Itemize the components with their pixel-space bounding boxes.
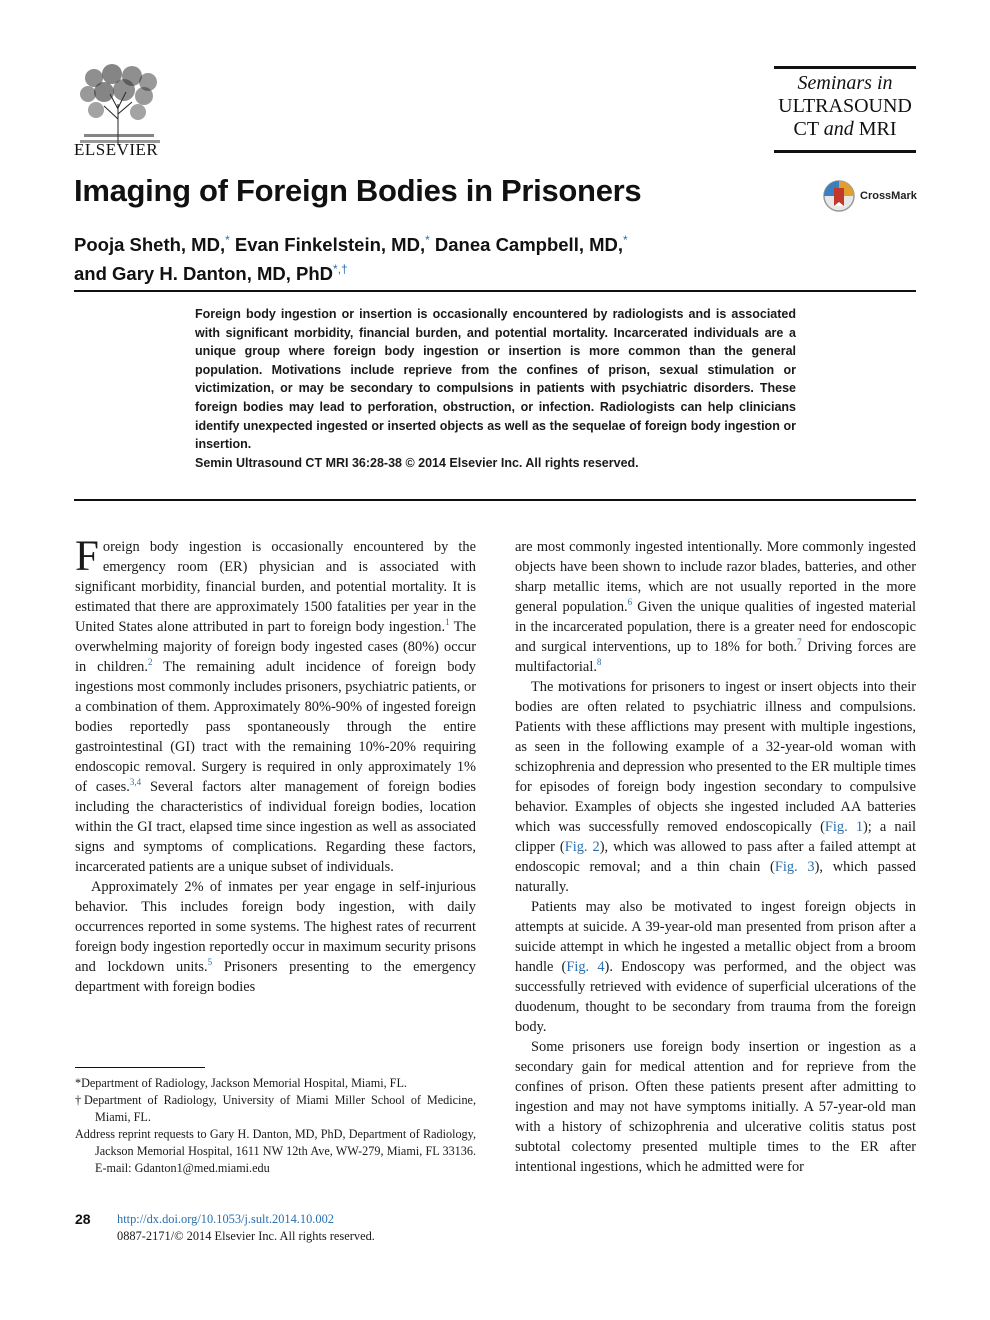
author-danton: and Gary H. Danton, MD, PhD — [74, 263, 334, 285]
crossmark-icon — [822, 179, 856, 213]
reference-link[interactable]: 1 — [445, 617, 450, 628]
affiliation-marker: *,† — [333, 262, 348, 277]
crossmark-badge[interactable] — [822, 178, 922, 214]
paragraph-text: ). Endoscopy was performed, and the object was successfully retrieved with evidence of superficial ulcerations of the duodenum, thought to be secondary from trauma from the foreign body. — [515, 959, 916, 1035]
figure-link[interactable]: Fig. 4 — [566, 959, 605, 975]
author-finkelstein: Evan Finkelstein, MD, — [229, 234, 426, 256]
paragraph-text: The motivations for prisoners to ingest or insert objects into their bodies are often related to psychiatric illness and compulsions. Patients with these afflictions may present with multiple ingestions, as seen in the following example of a 32-year-old woman with schizophrenia and depression who presented to the ER multiple times for episodes of foreign body ingestion secondary to compulsive behavior. Examples of objects she ingested included AA batteries which was successfully removed endoscopically ( — [515, 679, 916, 835]
paragraph-text: ), which was allowed to pass after a failed attempt at endoscopic removal; and a thin chain ( — [515, 839, 916, 875]
paragraph-text: Some prisoners use foreign body insertion or ingestion as a secondary gain for medical attention and for reprieve from the confines of prison. Often these patients present after admitting to ingestion and may not have symptoms initially. A 57-year-old man with a history of schizophrenia and ulcerative colitis status post subtotal colectomy presented multiple times to the ER after intentional ingestions, which he admitted were for — [515, 1039, 916, 1175]
author-campbell: Danea Campbell, MD, — [429, 234, 624, 256]
paragraph-text: are most commonly ingested intentionally. More commonly ingested objects have been shown to include razor blades, batteries, and other sharp metallic items, which are not usually reported in the more general population. — [515, 539, 916, 615]
reference-link[interactable]: 6 — [627, 597, 633, 608]
journal-and: and — [823, 118, 854, 140]
journal-line-1: Seminars in — [797, 72, 893, 94]
journal-rule-top — [774, 66, 916, 69]
journal-rule-bottom — [774, 150, 916, 153]
author-sheth: Pooja Sheth, MD, — [74, 234, 226, 256]
figure-link[interactable]: Fig. 2 — [564, 839, 600, 855]
footnote-affiliation-2: †Department of Radiology, University of Miami Miller School of Medicine, Miami, FL. — [75, 1093, 476, 1124]
paragraph-text: Patients may also be motivated to ingest foreign objects in attempts at suicide. A 39-year-old man presented from prison after a suicide attempt in which he ingested a metallic object from a broom handle ( — [515, 899, 916, 975]
paragraph-text: oreign body ingestion is occasionally encountered by the emergency room (ER) physician and is associated with significant morbidity, financial burden, and potential mortality. It is estimated that there are approximately 1500 fatalities per year in the United States alone attributed in part to foreign body ingestion. — [75, 539, 476, 635]
footnote-reprint-address: Address reprint requests to Gary H. Danton, MD, PhD, Department of Radiology, Jackson Memorial Hospital, 1611 NW 12th Ave, WW-279, Miami, FL 33136. E-mail: Gdanton1@med.miami.edu — [75, 1127, 476, 1175]
reference-link[interactable]: 2 — [147, 657, 153, 668]
publisher-name: ELSEVIER — [74, 140, 159, 159]
reference-link[interactable]: 3,4 — [129, 777, 142, 788]
paragraph-text: ), which passed naturally. — [515, 859, 916, 895]
affiliation-marker: * — [623, 233, 628, 247]
paragraph-text: ); a nail clipper ( — [515, 819, 916, 855]
paragraph-text: Given the unique qualities of ingested material in the incarcerated population, there is a greater need for endoscopic and surgical interventions, up to 18% for both. — [515, 599, 916, 655]
abstract-rule-top — [74, 290, 916, 292]
footnote-affiliation-1: *Department of Radiology, Jackson Memorial Hospital, Miami, FL. — [75, 1076, 407, 1090]
reference-link[interactable]: 7 — [797, 637, 802, 648]
copyright-line: 0887-2171/© 2014 Elsevier Inc. All rights reserved. — [117, 1229, 375, 1243]
paragraph-text: The remaining adult incidence of foreign body ingestions most commonly includes prisoners, psychiatric patients, or a combination of them. Approximately 80%-90% of ingested foreign bodies reportedly pass spontaneously through the entire gastrointestinal (GI) tract with the remaining 10%-20% requiring endoscopic removal. Surgery is required in only approximately 1% of cases. — [75, 659, 476, 795]
footnote-rule — [75, 1067, 205, 1068]
crossmark-label: CrossMark — [860, 190, 917, 202]
figure-link[interactable]: Fig. 1 — [824, 819, 864, 835]
affiliation-marker: * — [225, 233, 230, 247]
body-column-left — [75, 533, 477, 997]
paragraph-4 — [515, 677, 916, 897]
paragraph-1 — [75, 533, 477, 877]
footnotes — [75, 1075, 476, 1177]
paragraph-3 — [515, 537, 916, 677]
paragraph-text: Several factors alter management of foreign bodies including the characteristics of individual foreign bodies, location within the GI tract, elapsed time since ingestion as well as associated signs and symptoms of complications. Regarding these factors, incarcerated patients are a unique subset of individuals. — [75, 779, 477, 875]
paragraph-text: The overwhelming majority of foreign body ingested cases (80%) occur in children. — [75, 619, 476, 675]
journal-mri: MRI — [858, 118, 897, 140]
reference-link[interactable]: 8 — [596, 657, 602, 668]
abstract — [195, 305, 796, 472]
page-number: 28 — [75, 1211, 91, 1227]
paragraph-5 — [515, 897, 916, 1037]
abstract-text: Foreign body ingestion or insertion is occasionally encountered by radiologists and is associated with significant morbidity, financial burden, and potential mortality. Incarcerated individuals are a unique group where foreign body ingestion or insertion is more common than the general population. Motivations include reprieve from the confines of prison, sexual stimulation or victimization, or may be secondary to compulsions in patients with psychiatric disorders. These foreign bodies may lead to perforation, obstruction, or infection. Radiologists can help clinicians identify unexpected ingested or inserted objects as well as the sequelae of foreign body ingestion or insertion. — [195, 307, 796, 452]
doi-link[interactable]: http://dx.doi.org/10.1053/j.sult.2014.10.002 — [117, 1212, 334, 1226]
reference-link[interactable]: 5 — [207, 957, 213, 968]
journal-ct: CT — [793, 118, 819, 140]
author-list — [74, 228, 774, 286]
abstract-rule-bottom — [74, 499, 916, 501]
article-title: Imaging of Foreign Bodies in Prisoners — [74, 173, 642, 208]
body-column-right — [515, 537, 916, 1177]
journal-line-2: ULTRASOUND — [778, 95, 912, 117]
citation-line: Semin Ultrasound CT MRI 36:28-38 © 2014 Elsevier Inc. All rights reserved. — [195, 455, 639, 470]
figure-link[interactable]: Fig. 3 — [774, 859, 815, 875]
journal-name — [760, 72, 930, 141]
paragraph-text: Driving forces are multifactorial. — [515, 639, 916, 675]
journal-line-3 — [760, 118, 930, 141]
affiliation-marker: * — [425, 233, 430, 247]
drop-cap: F — [75, 533, 99, 580]
paragraph-text: Approximately 2% of inmates per year engage in self-injurious behavior. This includes foreign body ingestion, with daily occurrences reported in some systems. The highest rates of recurrent foreign body ingestion reportedly occur in maximum security prisons and lockdown units. — [75, 879, 476, 975]
paragraph-6 — [515, 1037, 916, 1177]
paragraph-2 — [75, 877, 476, 997]
paragraph-text: Prisoners presenting to the emergency department with foreign bodies — [75, 959, 476, 995]
